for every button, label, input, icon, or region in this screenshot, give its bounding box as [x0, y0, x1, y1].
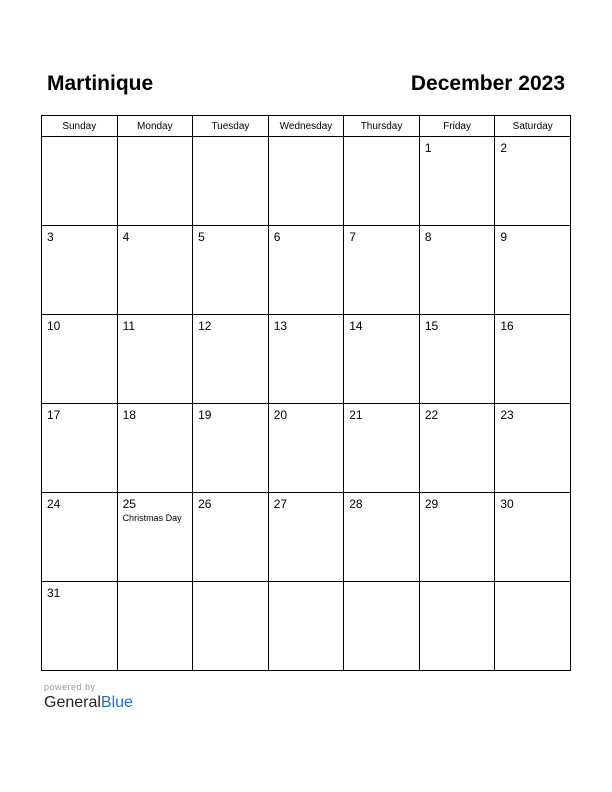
calendar-week-row: [42, 404, 571, 493]
weekday-friday: Friday: [419, 116, 495, 137]
day-number: 26: [198, 497, 212, 511]
day-cell: [42, 582, 118, 671]
day-number: 5: [198, 230, 205, 244]
day-number: 14: [349, 319, 363, 333]
brand-blue: Blue: [100, 694, 133, 711]
calendar-week-row: [42, 493, 571, 582]
brand-general: General: [44, 694, 101, 711]
day-cell: [117, 493, 193, 582]
day-number: 20: [273, 408, 288, 422]
day-cell: [495, 404, 571, 493]
day-cell: [495, 493, 571, 582]
day-number: 13: [273, 319, 288, 333]
holiday-label: Christmas Day: [122, 513, 182, 523]
day-cell: [42, 137, 118, 226]
day-cell: [268, 582, 344, 671]
day-number: 19: [198, 408, 212, 422]
day-number: 30: [500, 497, 514, 511]
powered-by-text: powered by: [44, 682, 96, 692]
day-cell: [117, 226, 193, 315]
calendar-grid: [41, 115, 571, 671]
day-cell: [419, 226, 495, 315]
footer: [44, 682, 133, 712]
day-number: 31: [47, 586, 61, 600]
calendar-header: [47, 72, 565, 98]
day-cell: [117, 315, 193, 404]
day-number: 27: [273, 497, 288, 511]
day-cell: [419, 404, 495, 493]
day-cell: [42, 404, 118, 493]
day-number: 28: [349, 497, 363, 511]
calendar-week-row: [42, 315, 571, 404]
day-cell: [193, 315, 269, 404]
day-cell: [193, 582, 269, 671]
day-number: 8: [424, 230, 432, 244]
day-cell: [268, 137, 344, 226]
day-cell: [193, 137, 269, 226]
day-cell: [419, 137, 495, 226]
day-number: 17: [47, 408, 61, 422]
weekday-header-row: [42, 116, 571, 137]
day-cell: [495, 315, 571, 404]
day-number: 22: [424, 408, 439, 422]
day-cell: [117, 137, 193, 226]
calendar-body: [42, 137, 571, 671]
day-cell: [268, 493, 344, 582]
day-number: 23: [500, 408, 514, 422]
day-number: 4: [122, 230, 130, 244]
day-number: 6: [273, 230, 281, 244]
day-number: 29: [424, 497, 439, 511]
day-number: 16: [500, 319, 514, 333]
calendar-week-row: [42, 226, 571, 315]
day-cell: [42, 493, 118, 582]
day-number: 7: [349, 230, 356, 244]
month-year-title: December 2023: [410, 72, 565, 95]
day-cell: [42, 226, 118, 315]
day-cell: [495, 582, 571, 671]
weekday-thursday: Thursday: [344, 116, 420, 137]
day-cell: [268, 226, 344, 315]
calendar-week-row: [42, 582, 571, 671]
day-number: 24: [47, 497, 61, 511]
weekday-sunday: Sunday: [42, 116, 118, 137]
day-cell: [344, 226, 420, 315]
weekday-monday: Monday: [117, 116, 193, 137]
day-cell: [268, 404, 344, 493]
day-number: 21: [349, 408, 363, 422]
day-number: 25: [122, 497, 136, 511]
weekday-wednesday: Wednesday: [268, 116, 344, 137]
day-cell: [344, 582, 420, 671]
day-cell: [344, 404, 420, 493]
calendar-week-row: [42, 137, 571, 226]
day-cell: [495, 137, 571, 226]
day-cell: [193, 493, 269, 582]
day-cell: [193, 226, 269, 315]
day-number: 2: [500, 141, 508, 155]
day-number: 1: [424, 141, 432, 155]
day-cell: [117, 404, 193, 493]
day-cell: [193, 404, 269, 493]
day-number: 18: [122, 408, 136, 422]
day-number: 10: [47, 319, 61, 333]
day-number: 12: [198, 319, 212, 333]
day-cell: [344, 137, 420, 226]
day-cell: [419, 315, 495, 404]
day-number: 15: [424, 319, 439, 333]
day-cell: [42, 315, 118, 404]
day-number: 3: [47, 230, 54, 244]
day-number: 11: [122, 319, 136, 333]
generalblue-logo: [44, 694, 133, 712]
day-cell: [344, 315, 420, 404]
day-cell: [268, 315, 344, 404]
day-cell: [344, 493, 420, 582]
day-number: 9: [500, 230, 508, 244]
day-cell: [495, 226, 571, 315]
day-cell: [117, 582, 193, 671]
region-title: Martinique: [47, 72, 154, 95]
day-cell: [419, 493, 495, 582]
day-cell: [419, 582, 495, 671]
weekday-saturday: Saturday: [495, 116, 571, 137]
weekday-tuesday: Tuesday: [193, 116, 269, 137]
